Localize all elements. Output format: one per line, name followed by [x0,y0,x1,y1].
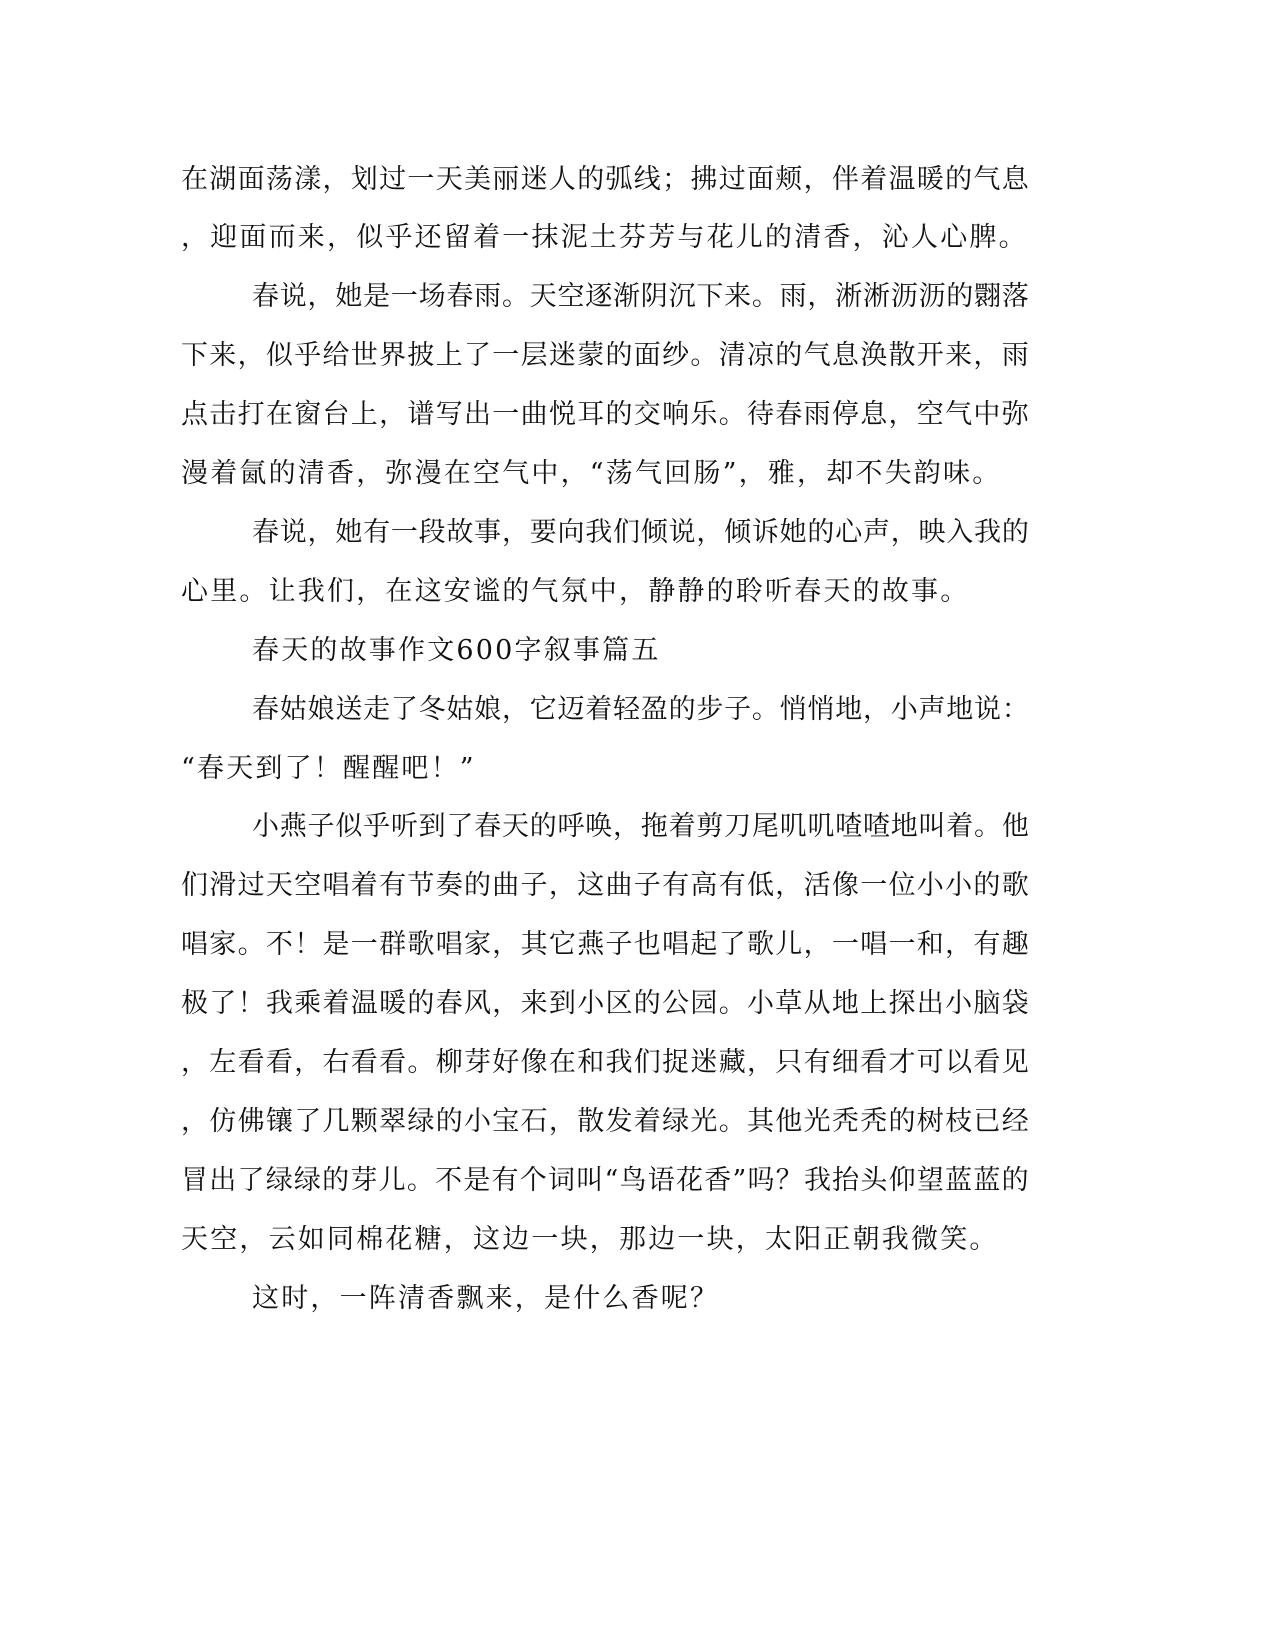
text-line-7: 春说，她有一段故事，要向我们倾说，倾诉她的心声，映入我的 [252,517,1030,548]
text-line-2: ，迎面而来，似乎还留着一抹泥土芬芳与花儿的清香，沁人心脾。 [181,222,1028,253]
text-line-6: 漫着氤的清香，弥漫在空气中，“荡气回肠”，雅，却不失韵味。 [181,458,1002,489]
text-line-18: 冒出了绿绿的芽儿。不是有个词叫“鸟语花香”吗？我抬头仰望蓝蓝的 [181,1165,1030,1196]
text-line-3: 春说，她是一场春雨。天空逐渐阴沉下来。雨，淅淅沥沥的翾落 [252,281,1030,312]
text-line-15: 极了！我乘着温暖的春风，来到小区的公园。小草从地上探出小脑袋 [181,988,1030,1019]
text-line-4: 下来，似乎给世界披上了一层迷蒙的面纱。清凉的气息涣散开来，雨 [181,340,1030,371]
text-line-13: 们滑过天空唱着有节奏的曲子，这曲子有高有低，活像一位小小的歌 [181,870,1030,901]
section-heading: 春天的故事作文600字叙事篇五 [252,635,661,666]
text-line-12: 小燕子似乎听到了春天的呼唤，拖着剪刀尾叽叽喳喳地叫着。他 [252,811,1030,842]
text-line-11: “春天到了！醒醒吧！” [181,753,476,784]
text-line-10: 春姑娘送走了冬姑娘，它迈着轻盈的步子。悄悄地，小声地说： [252,694,1030,725]
text-line-14: 唱家。不！是一群歌唱家，其它燕子也唱起了歌儿，一唱一和，有趣 [181,929,1030,960]
text-line-17: ，仿佛镶了几颗翠绿的小宝石，散发着绿光。其他光秃秃的树枝已经 [181,1106,1030,1137]
text-line-1: 在湖面荡漾，划过一天美丽迷人的弧线；拂过面颊，伴着温暖的气息 [181,164,1030,195]
text-line-8: 心里。让我们，在这安谧的气氛中，静静的聆听春天的故事。 [181,576,970,607]
text-line-16: ，左看看，右看看。柳芽好像在和我们捉迷藏，只有细看才可以看见 [181,1047,1030,1078]
text-line-19: 天空，云如同棉花糖，这边一块，那边一块，太阳正朝我微笑。 [181,1224,999,1255]
text-line-20: 这时，一阵清香飘来，是什么香呢？ [252,1283,720,1314]
text-line-5: 点击打在窗台上，谱写出一曲悦耳的交响乐。待春雨停息，空气中弥 [181,399,1030,430]
